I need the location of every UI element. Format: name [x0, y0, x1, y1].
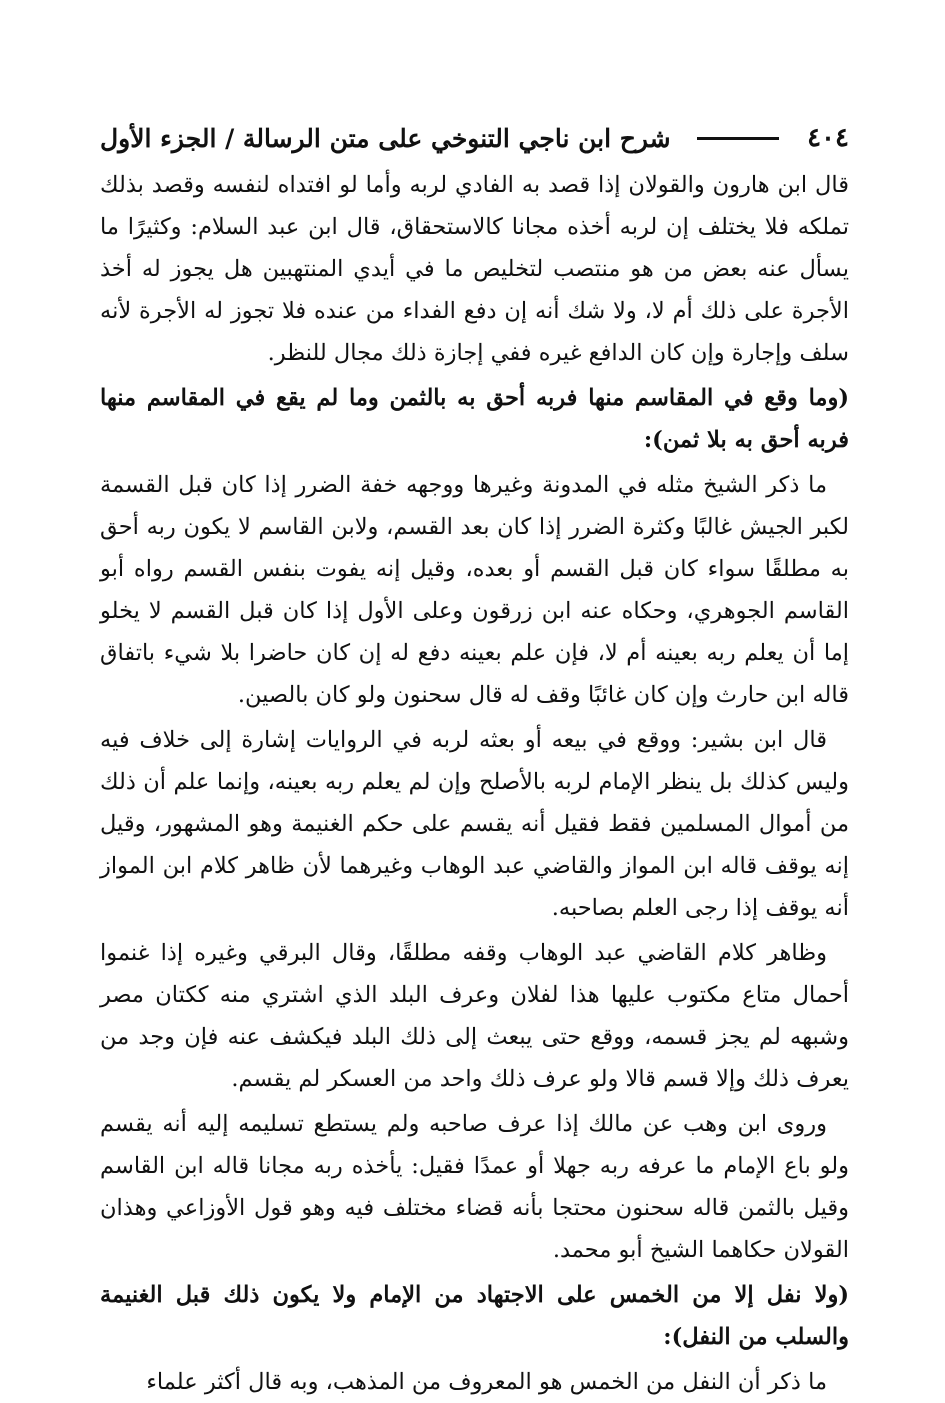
matn-quote: (وما وقع في المقاسم منها فربه أحق به بالثمن وما لم يقع في المقاسم منها فربه أحق به بلا ثمن): — [100, 385, 849, 453]
paragraph: وظاهر كلام القاضي عبد الوهاب وقفه مطلقًا، وقال البرقي وغيره إذا غنموا أحمال متاع مكتوب عليها هذا لفلان وعرف البلد الذي اشتري منه ككتان مصر وشبهه لم يجز قسمه، ووقع حتى يبعث إلى ذلك البلد فيكشف عنه فإن وجد من يعرف ذلك وإلا قسم قالا ولو عرف ذلك واحد من العسكر لم يقسم. — [100, 940, 849, 1092]
header-rule — [697, 137, 779, 140]
running-header — [100, 112, 849, 164]
book-title: شرح ابن ناجي التنوخي على متن الرسالة / الجزء الأول — [100, 123, 671, 153]
matn-quote: (ولا نفل إلا من الخمس على الاجتهاد من الإمام ولا يكون ذلك قبل الغنيمة والسلب من النفل): — [100, 1282, 849, 1350]
page-body — [100, 164, 849, 1403]
paragraph: ما ذكر أن النفل من الخمس هو المعروف من المذهب، وبه قال أكثر علماء — [146, 1369, 827, 1395]
paragraph: قال ابن بشير: ووقع في بيعه أو بعثه لربه في الروايات إشارة إلى خلاف فيه وليس كذلك بل ينظر الإمام لربه بالأصلح وإن لم يعلم ربه بعينه، وإنما علم أن ذلك من أموال المسلمين فقط فقيل أنه يقسم على حكم الغنيمة وهو المشهور، وقيل إنه يوقف قاله ابن المواز والقاضي عبد الوهاب وغيرهما لأن ظاهر كلام ابن المواز أنه يوقف إذا رجى العلم بصاحبه. — [100, 727, 849, 921]
paragraph: وروى ابن وهب عن مالك إذا عرف صاحبه ولم يستطع تسليمه إليه أنه يقسم ولو باع الإمام ما عرفه ربه جهلا أو عمدًا فقيل: يأخذه ربه مجانا قاله ابن القاسم وقيل بالثمن قاله سحنون محتجا بأنه قضاء مختلف فيه وهو قول الأوزاعي وهذان القولان حكاهما الشيخ أبو محمد. — [100, 1111, 849, 1263]
paragraph: ما ذكر الشيخ مثله في المدونة وغيرها ووجهه خفة الضرر إذا كان قبل القسمة لكبر الجيش غالبًا وكثرة الضرر إذا كان بعد القسم، ولابن القاسم لا يكون ربه أحق به مطلقًا سواء كان قبل القسم أو بعده، وقيل إنه يفوت بنفس القسم رواه أبو القاسم الجوهري، وحكاه عنه ابن زرقون وعلى الأول إذا كان قبل القسم لا يخلو إما أن يعلم ربه بعينه أم لا، فإن علم بعينه دفع له إن كان حاضرا بلا شيء باتفاق قاله ابن حارث وإن كان غائبًا وقف له قال سحنون ولو كان بالصين. — [100, 472, 849, 708]
paragraph: قال ابن هارون والقولان إذا قصد به الفادي لربه وأما لو افتداه لنفسه وقصد بذلك تملكه فلا يختلف إن لربه أخذه مجانا كالاستحقاق، قال ابن عبد السلام: وكثيرًا ما يسأل عنه بعض من هو منتصب لتخليص ما في أيدي المنتهبين هل يجوز له أخذ الأجرة على ذلك أم لا، ولا شك أنه إن دفع الفداء من عنده فلا تجوز له الأجرة لأنه سلف وإجارة وإن كان الدافع غيره ففي إجازة ذلك مجال للنظر. — [100, 172, 849, 366]
page-number: ٤٠٤ — [807, 123, 849, 153]
